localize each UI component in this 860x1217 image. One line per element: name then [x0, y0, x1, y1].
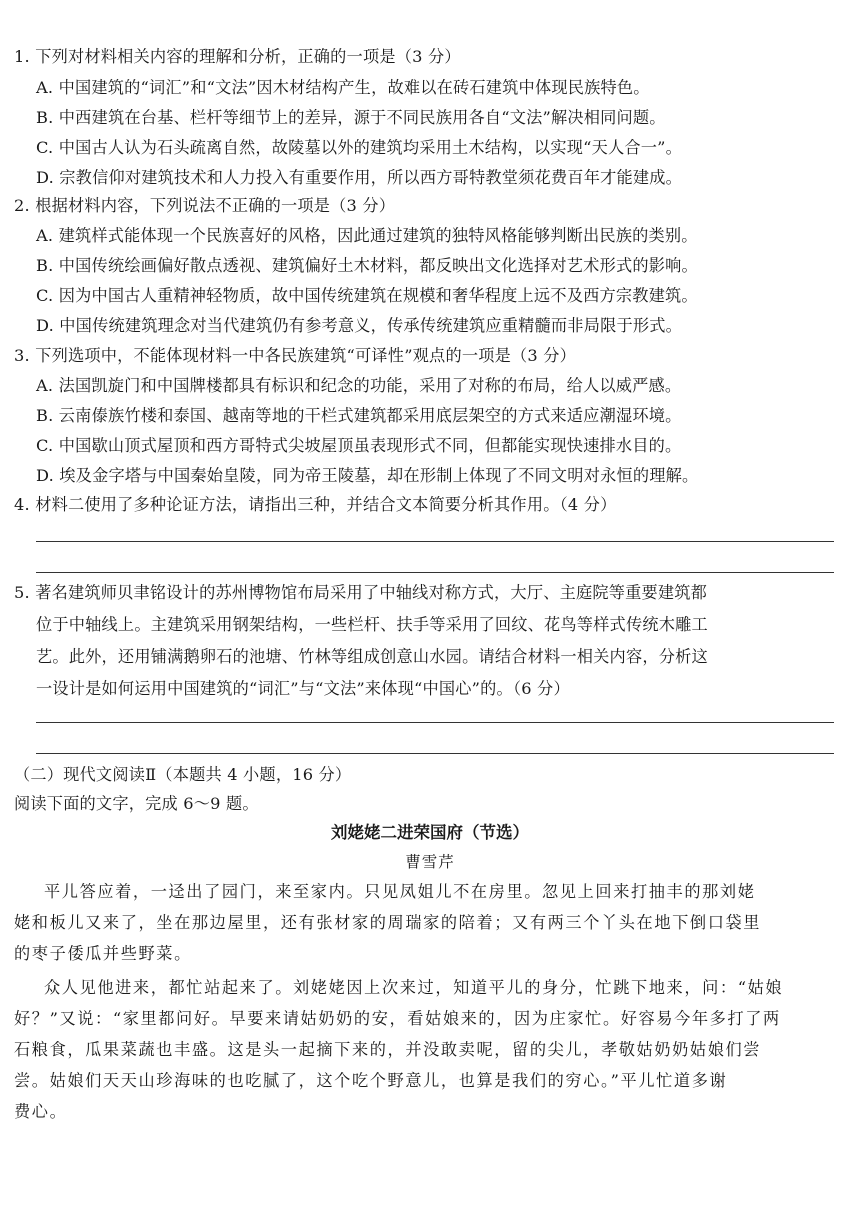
question-3-stem: 3. 下列选项中，不能体现材料一中各民族建筑“可译性”观点的一项是（3 分）: [14, 346, 576, 365]
question-2-option-a: A. 建筑样式能体现一个民族喜好的风格，因此通过建筑的独特风格能够判断出民族的类别。: [36, 226, 698, 245]
question-3-option-b: B. 云南傣族竹楼和泰国、越南等地的干栏式建筑都采用底层架空的方式来适应潮湿环境。: [36, 406, 682, 425]
question-5-line-1: 5. 著名建筑师贝聿铭设计的苏州博物馆布局采用了中轴线对称方式，大厅、主庭院等重要建筑都: [14, 583, 708, 602]
question-5-line-3: 艺。此外，还用铺满鹅卵石的池塘、竹林等组成创意山水园。请结合材料一相关内容，分析这: [36, 647, 708, 666]
passage-paragraph-2-line-4: 尝。姑娘们天天山珍海味的也吃腻了，这个吃个野意儿，也算是我们的穷心。”平儿忙道多谢: [14, 1071, 728, 1090]
section-2-instruction: 阅读下面的文字，完成 6～9 题。: [14, 794, 259, 813]
passage-title: 刘姥姥二进荣国府（节选）: [331, 823, 529, 842]
answer-line-q5-1[interactable]: [36, 722, 834, 723]
question-5-line-4: 一设计是如何运用中国建筑的“词汇”与“文法”来体现“中国心”的。（6 分）: [36, 679, 570, 698]
passage-paragraph-1-line-2: 姥和板儿又来了，坐在那边屋里，还有张材家的周瑞家的陪着；又有两三个丫头在地下倒口袋里: [14, 913, 762, 932]
passage-paragraph-2-line-2: 好？”又说：“家里都问好。早要来请姑奶奶的安，看姑娘来的，因为庄家忙。好容易今年多打了两: [14, 1009, 781, 1028]
question-3-option-a: A. 法国凯旋门和中国牌楼都具有标识和纪念的功能，采用了对称的布局，给人以威严感。: [36, 376, 682, 395]
passage-paragraph-2-line-1: 众人见他进来，都忙站起来了。刘姥姥因上次来过，知道平儿的身分，忙跳下地来，问：“姑娘: [44, 978, 784, 997]
question-1-option-b: B. 中西建筑在台基、栏杆等细节上的差异，源于不同民族用各自“文法”解决相同问题。: [36, 108, 666, 127]
question-2-option-c: C. 因为中国古人重精神轻物质，故中国传统建筑在规模和奢华程度上远不及西方宗教建筑。: [36, 286, 698, 305]
question-2-stem: 2. 根据材料内容，下列说法不正确的一项是（3 分）: [14, 196, 396, 215]
question-1-option-a: A. 中国建筑的“词汇”和“文法”因木材结构产生，故难以在砖石建筑中体现民族特色。: [36, 78, 650, 97]
answer-line-q4-2[interactable]: [36, 572, 834, 573]
question-2-option-b: B. 中国传统绘画偏好散点透视、建筑偏好土木材料，都反映出文化选择对艺术形式的影响。: [36, 256, 698, 275]
passage-paragraph-1-line-3: 的枣子倭瓜并些野菜。: [14, 944, 192, 963]
question-4-stem: 4. 材料二使用了多种论证方法，请指出三种，并结合文本简要分析其作用。（4 分）: [14, 495, 617, 514]
question-3-option-d: D. 埃及金字塔与中国秦始皇陵，同为帝王陵墓，却在形制上体现了不同文明对永恒的理解。: [36, 466, 699, 485]
question-2-option-d: D. 中国传统建筑理念对当代建筑仍有参考意义，传承传统建筑应重精髓而非局限于形式。: [36, 316, 683, 335]
passage-paragraph-1-line-1: 平儿答应着，一迳出了园门，来至家内。只见凤姐儿不在房里。忽见上回来打抽丰的那刘姥: [44, 882, 756, 901]
question-5-line-2: 位于中轴线上。主建筑采用钢架结构，一些栏杆、扶手等采用了回纹、花鸟等样式传统木雕工: [36, 615, 708, 634]
answer-line-q5-2[interactable]: [36, 753, 834, 754]
question-1-stem: 1. 下列对材料相关内容的理解和分析，正确的一项是（3 分）: [14, 47, 461, 66]
passage-paragraph-2-line-3: 石粮食，瓜果菜蔬也丰盛。这是头一起摘下来的，并没敢卖呢，留的尖儿，孝敬姑奶奶姑娘们尝: [14, 1040, 762, 1059]
question-1-option-c: C. 中国古人认为石头疏离自然，故陵墓以外的建筑均采用土木结构，以实现“天人合一”。: [36, 138, 682, 157]
passage-paragraph-2-line-5: 费心。: [14, 1102, 68, 1121]
question-1-option-d: D. 宗教信仰对建筑技术和人力投入有重要作用，所以西方哥特教堂须花费百年才能建成。: [36, 168, 683, 187]
passage-author: 曹雪芹: [405, 853, 455, 871]
section-2-heading: （二）现代文阅读Ⅱ（本题共 4 小题，16 分）: [14, 765, 352, 784]
answer-line-q4-1[interactable]: [36, 541, 834, 542]
question-3-option-c: C. 中国歇山顶式屋顶和西方哥特式尖坡屋顶虽表现形式不同，但都能实现快速排水目的。: [36, 436, 682, 455]
